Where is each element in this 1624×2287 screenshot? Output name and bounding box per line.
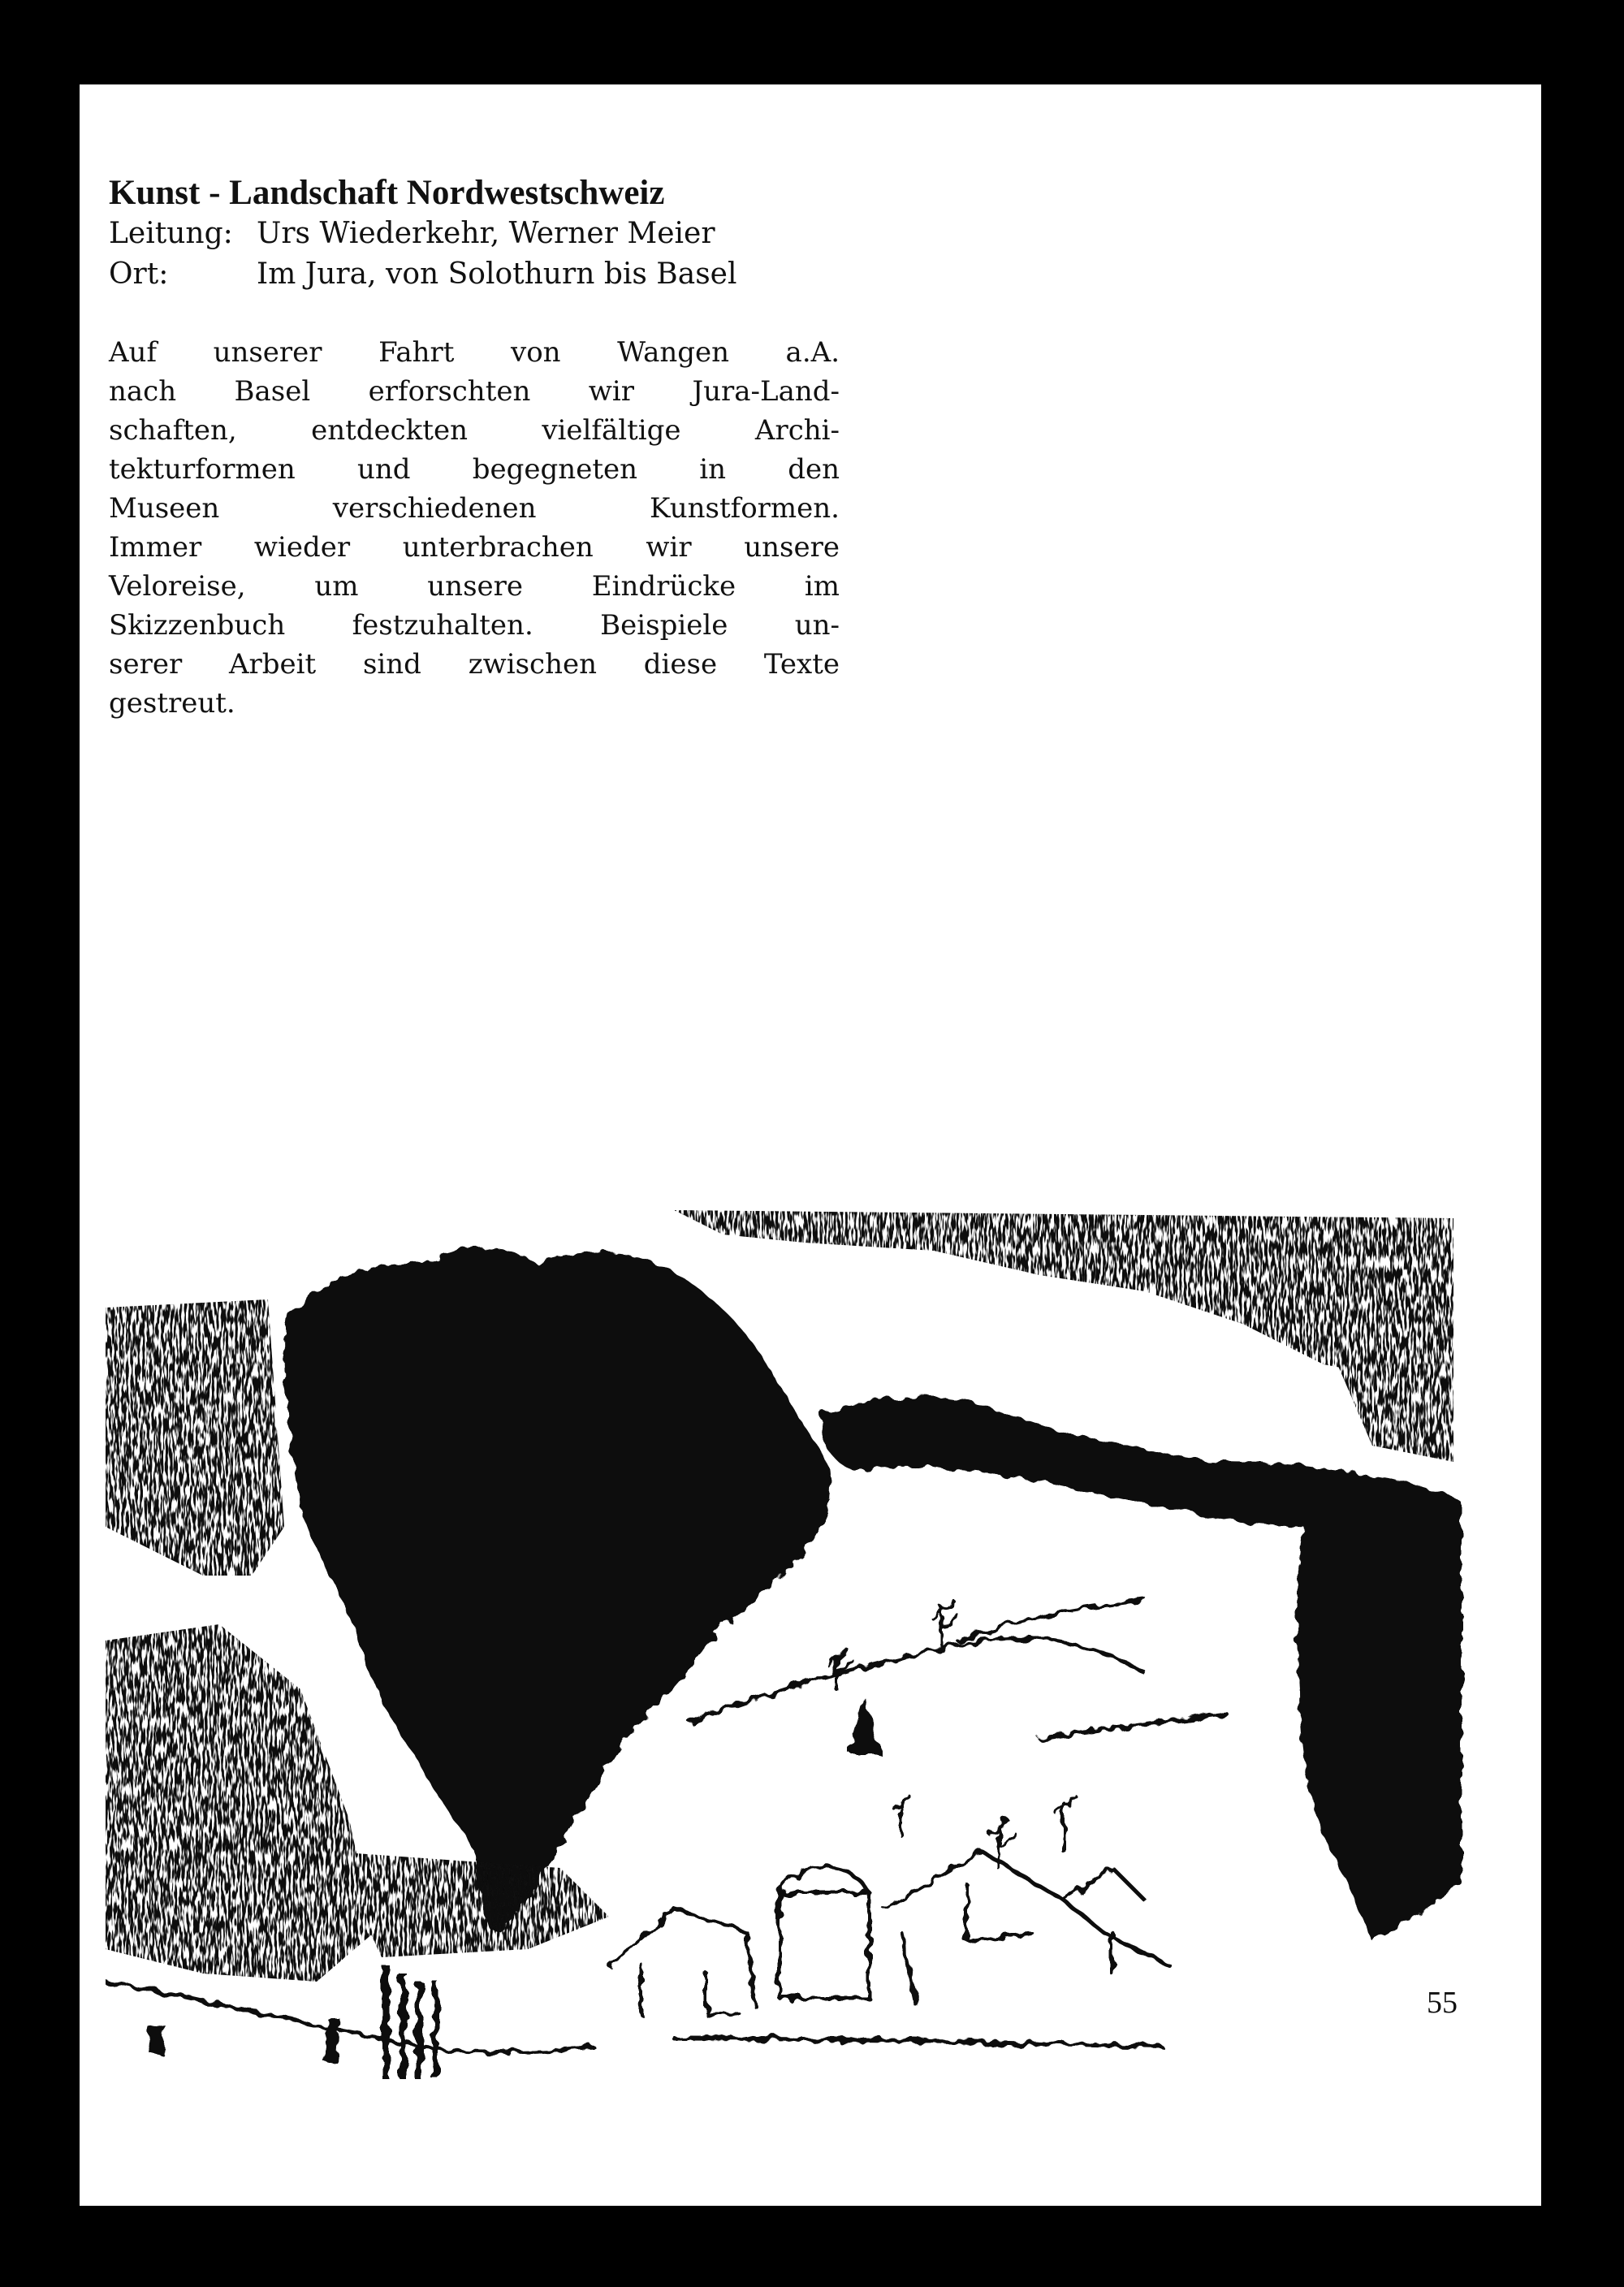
body-line: Skizzenbuch festzuhalten. Beispiele un- xyxy=(109,609,840,642)
leitung-label: Leitung: xyxy=(109,217,233,250)
body-line: Veloreise, um unsere Eindrücke im xyxy=(109,570,840,603)
leitung-value: Urs Wiederkehr, Werner Meier xyxy=(257,217,715,250)
body-line: schaften, entdeckten vielfältige Archi- xyxy=(109,414,840,447)
ort-label: Ort: xyxy=(109,257,169,291)
ort-value: Im Jura, von Solothurn bis Basel xyxy=(257,257,737,291)
page-number: 55 xyxy=(1427,1986,1458,2020)
leitung-row xyxy=(109,214,715,253)
landscape-sketch-icon xyxy=(106,1121,1486,2079)
body-line: nach Basel erforschten wir Jura-Land- xyxy=(109,375,840,408)
body-line: gestreut. xyxy=(109,687,235,720)
body-line: Immer wieder unterbrachen wir unsere xyxy=(109,531,840,564)
body-line: Museen verschiedenen Kunstformen. xyxy=(109,492,840,525)
article-body xyxy=(109,333,840,723)
article-title: Kunst - Landschaft Nordwestschweiz xyxy=(109,174,665,212)
body-line: Auf unserer Fahrt von Wangen a.A. xyxy=(109,336,840,369)
body-line: tekturformen und begegneten in den xyxy=(109,453,840,486)
body-line: serer Arbeit sind zwischen diese Texte xyxy=(109,648,840,681)
ort-row xyxy=(109,255,737,294)
